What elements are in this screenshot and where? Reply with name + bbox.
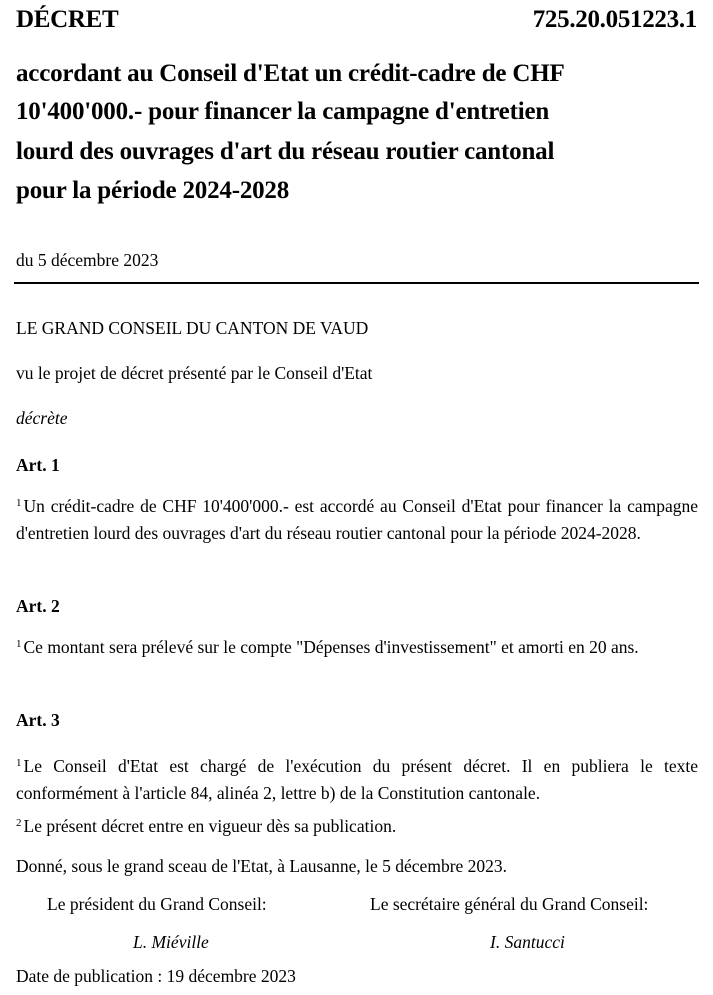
paragraph-text: Le présent décret entre en vigueur dès sa publication. [23,816,397,836]
paragraph-number: 1 [16,757,22,769]
paragraph-number: 1 [16,497,22,509]
paragraph-text: Le Conseil d'Etat est chargé de l'exécution du présent décret. Il en publiera le texte conformément à l'article 84, alinéa 2, lettre b) de la Constitution cantonale. [16,756,698,803]
article-1-paragraph-1 [16,493,698,546]
article-1-heading: Art. 1 [16,455,60,475]
document-reference: 725.20.051223.1 [532,6,697,33]
article-3-paragraph-1 [16,753,698,806]
paragraph-number: 1 [16,638,22,650]
article-2-heading: Art. 2 [16,596,60,616]
title-line-4: pour la période 2024-2028 [16,177,290,204]
decree-date: du 5 décembre 2023 [16,250,159,270]
president-title: Le président du Grand Conseil: [47,894,267,914]
article-3-paragraph-2 [16,816,396,837]
title-line-2: 10'400'000.- pour financer la campagne d'entretien [16,98,550,125]
publication-date: Date de publication : 19 décembre 2023 [16,966,296,986]
decrees-label: décrète [16,408,68,428]
secretary-name: I. Santucci [490,932,565,952]
paragraph-number: 2 [16,817,22,829]
paragraph-text: Un crédit-cadre de CHF 10'400'000.- est accordé au Conseil d'Etat pour financer la campagne d'entretien lourd des ouvrages d'art du réseau routier cantonal pour la période 2024-2028. [16,496,698,543]
title-line-3: lourd des ouvrages d'art du réseau routier cantonal [16,138,555,165]
secretary-title: Le secrétaire général du Grand Conseil: [370,894,649,914]
title-line-1: accordant au Conseil d'Etat un crédit-cadre de CHF [16,60,565,87]
preamble: vu le projet de décret présenté par le Conseil d'Etat [16,363,373,383]
authority: LE GRAND CONSEIL DU CANTON DE VAUD [16,318,369,338]
document-type: DÉCRET [16,6,119,33]
article-3-heading: Art. 3 [16,710,60,730]
article-2-paragraph-1 [16,634,698,661]
paragraph-text: Ce montant sera prélevé sur le compte "Dépenses d'investissement" et amorti en 20 ans. [23,637,639,657]
president-name: L. Miéville [133,932,209,952]
given-statement: Donné, sous le grand sceau de l'Etat, à Lausanne, le 5 décembre 2023. [16,856,508,876]
header-divider [14,282,699,284]
